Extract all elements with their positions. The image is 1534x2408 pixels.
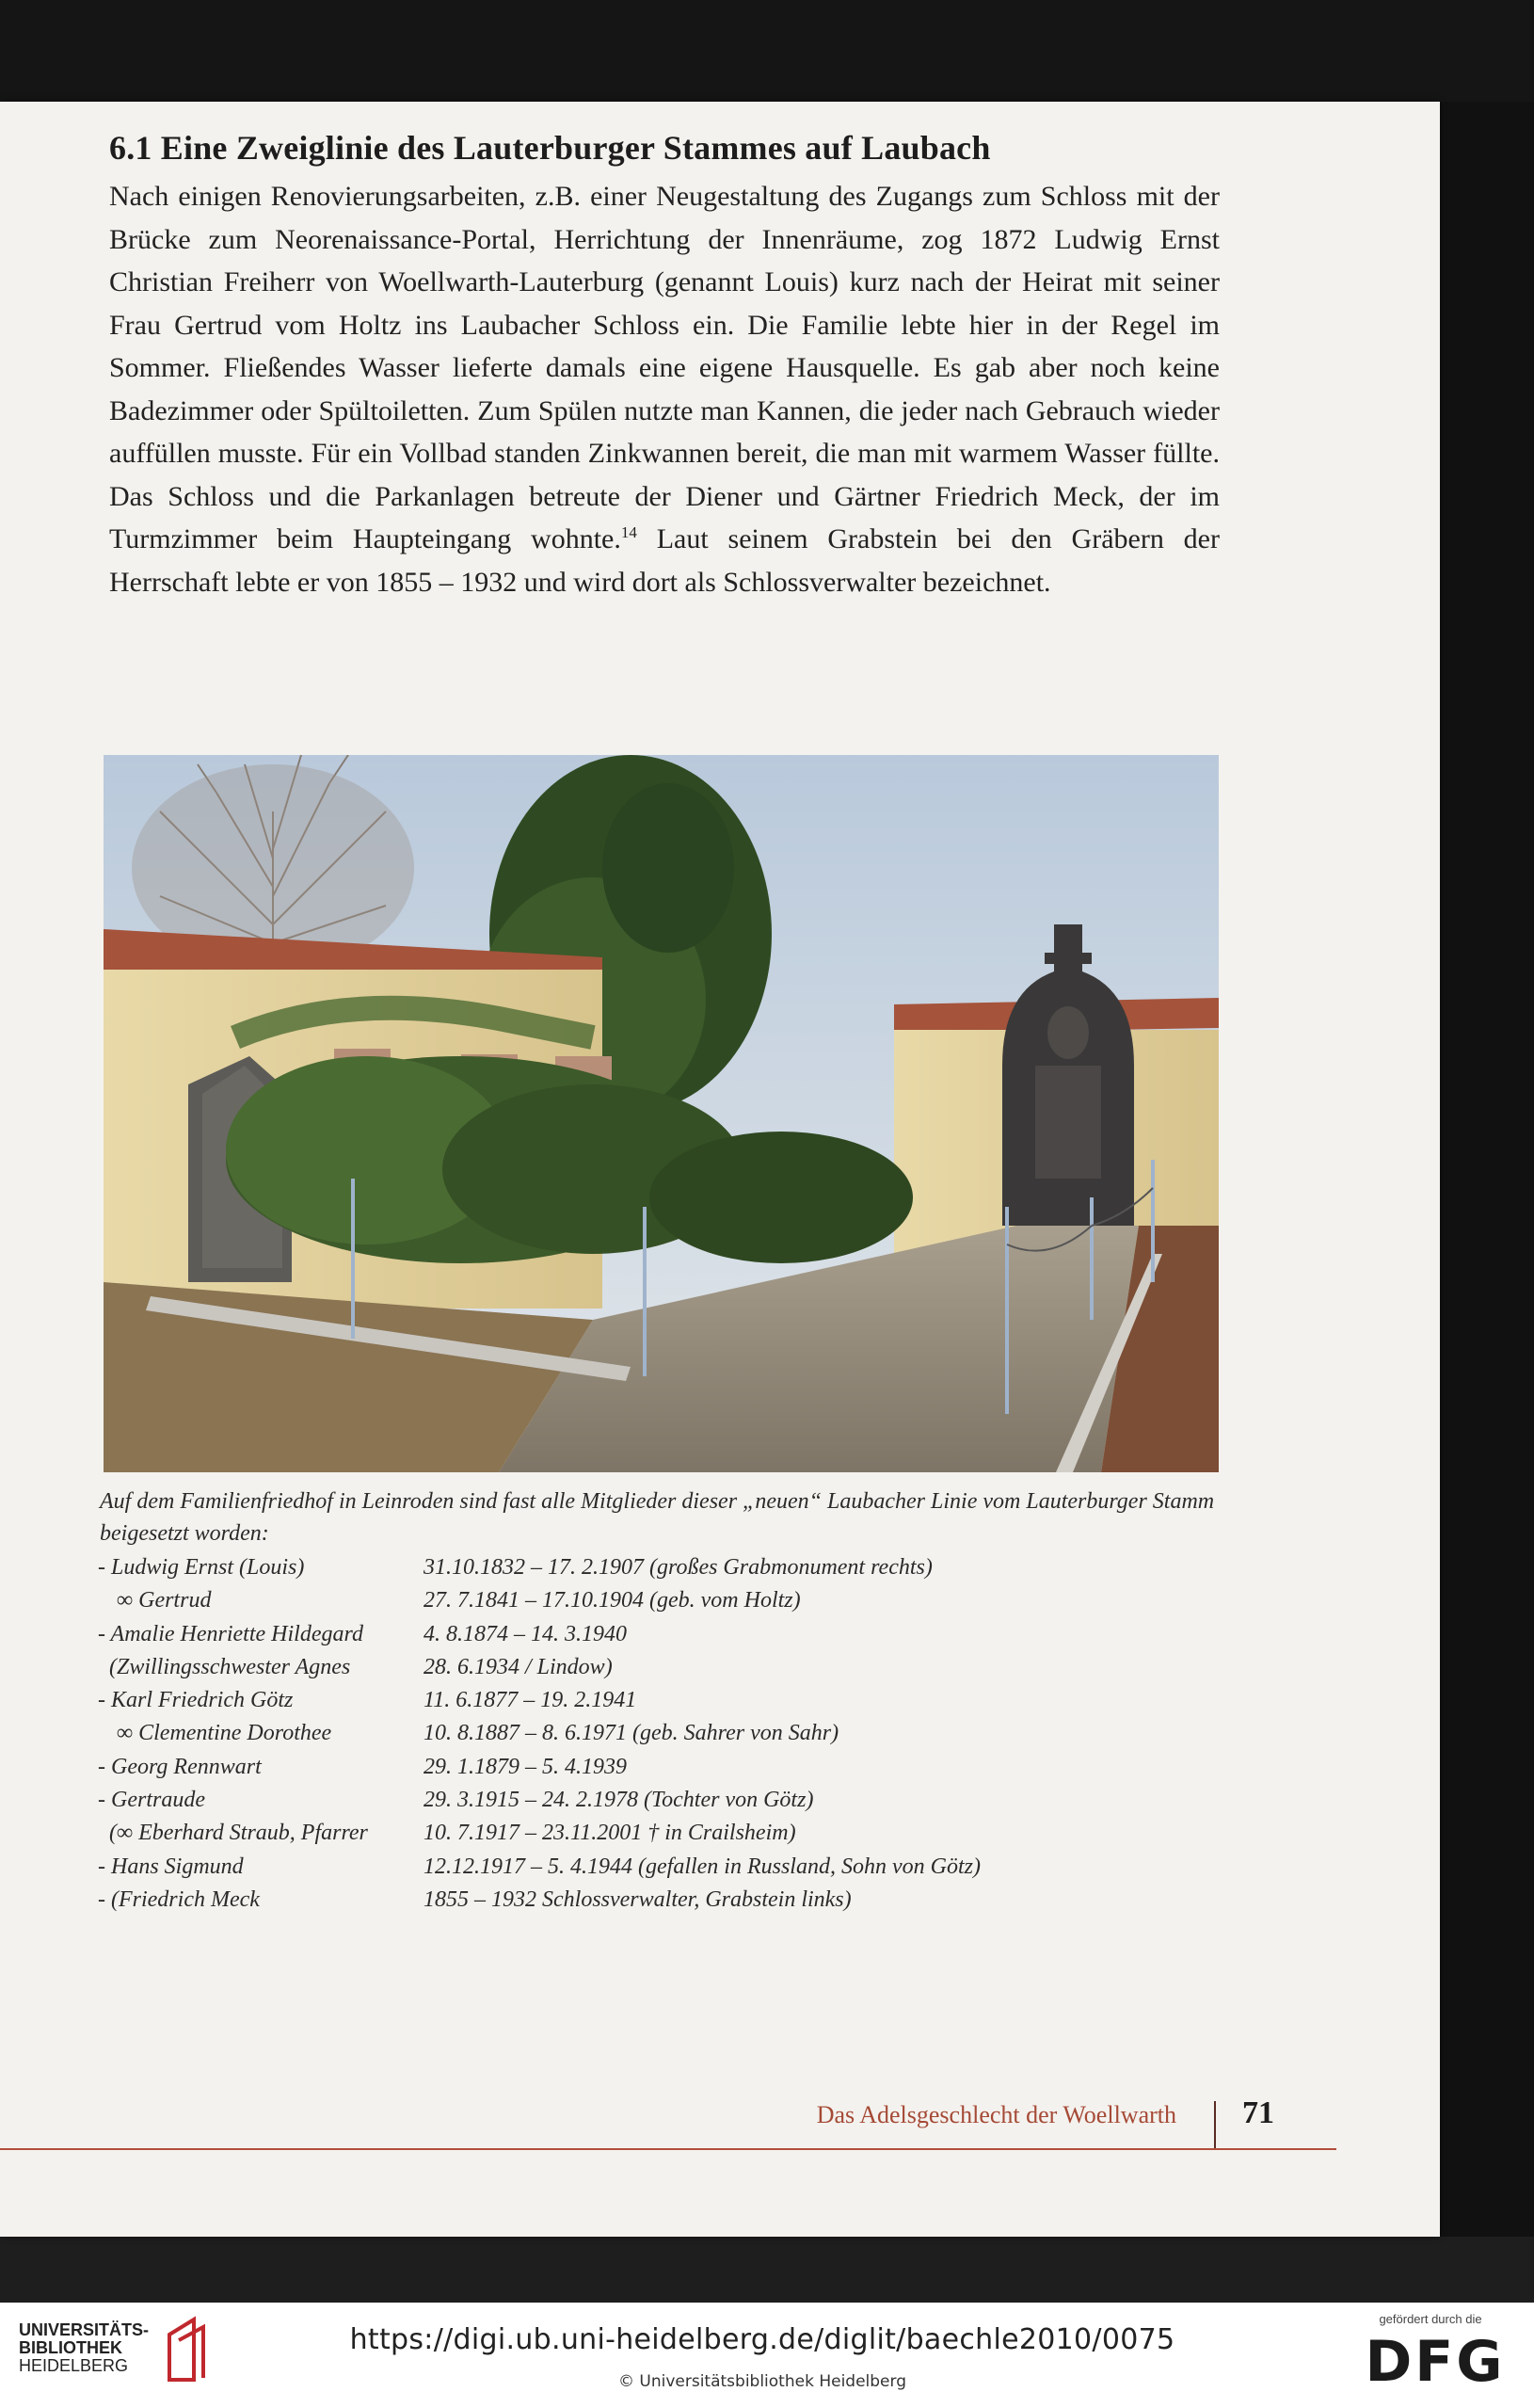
burial-row <box>98 1884 1039 1917</box>
burial-name: - Ludwig Ernst (Louis) <box>98 1555 305 1580</box>
burial-dates: 11. 6.1877 – 19. 2.1941 <box>423 1688 637 1713</box>
burial-row <box>98 1684 1039 1717</box>
burial-name: - Karl Friedrich Götz <box>98 1688 294 1713</box>
burial-name: - Georg Rennwart <box>98 1754 262 1779</box>
paragraph-text-continued: Laut seinem Grabstein bei den Gräbern der Herrschaft lebte er von 1855 – 1932 und wird dort als Schlossverwalter bezeichnet. <box>109 523 1220 598</box>
burial-row <box>98 1584 1039 1617</box>
burial-row <box>98 1618 1039 1651</box>
burial-row <box>98 1551 1039 1584</box>
burial-dates: 31.10.1832 – 17. 2.1907 (großes Grabmonument rechts) <box>423 1555 933 1580</box>
burial-name: ∞ Gertrud <box>117 1588 212 1613</box>
burial-dates: 29. 1.1879 – 5. 4.1939 <box>423 1754 627 1779</box>
burial-name: - Gertraude <box>98 1788 205 1813</box>
library-logo-icon <box>156 2312 213 2387</box>
burial-row <box>98 1784 1039 1817</box>
burial-dates: 27. 7.1841 – 17.10.1904 (geb. vom Holtz) <box>423 1588 801 1613</box>
library-logo-line: UNIVERSITÄTS- <box>19 2320 150 2339</box>
section-heading: 6.1 Eine Zweiglinie des Lauterburger Stammes auf Laubach <box>109 129 991 167</box>
photo-caption: Auf dem Familienfriedhof in Leinroden sind fast alle Mitglieder dieser „neuen“ Laubacher Linie vom Lauterburger Stamm beigesetzt worden: <box>100 1489 1215 1546</box>
burial-row <box>98 1751 1039 1784</box>
burial-dates: 29. 3.1915 – 24. 2.1978 (Tochter von Götz) <box>423 1788 814 1813</box>
permalink-url[interactable]: https://digi.ub.uni-heidelberg.de/diglit/baechle2010/0075 <box>349 2323 1175 2356</box>
library-logo-line: HEIDELBERG <box>19 2356 129 2375</box>
funder-caption: gefördert durch die <box>1379 2312 1482 2326</box>
burial-dates: 10. 7.1917 – 23.11.2001 † in Crailsheim) <box>423 1821 796 1846</box>
burial-dates: 28. 6.1934 / Lindow) <box>423 1654 613 1679</box>
burial-row <box>98 1817 1039 1850</box>
burial-row <box>98 1651 1039 1684</box>
burial-name: - (Friedrich Meck <box>98 1886 260 1912</box>
running-title: Das Adelsgeschlecht der Woellwarth <box>816 2101 1176 2128</box>
paragraph-text: Nach einigen Renovierungsarbeiten, z.B. einer Neugestaltung des Zugangs zum Schloss mit der Brücke zum Neorenaissance-Portal, Herrichtung der Innenräume, zog 1872 Ludwig Ernst Christian Freiherr von Woellwarth-Lauterburg (genannt Louis) kurz nach der Heirat mit seiner Frau Gertrud vom Holtz ins Laubacher Schloss ein. Die Familie lebte hier in der Regel im Sommer. Fließendes Wasser lieferte damals eine eigene Hausquelle. Es gab aber noch keine Badezimmer oder Spültoiletten. Zum Spülen nutzte man Kannen, die jeder nach Gebrauch wieder auffüllen musste. Für ein Vollbad standen Zinkwannen bereit, die man mit warmem Wasser füllte. Das Schloss und die Parkanlagen betreute der Diener und Gärtner Friedrich Meck, der im Turmzimmer beim Haupteingang wohnte. <box>109 181 1220 554</box>
burial-dates: 12.12.1917 – 5. 4.1944 (gefallen in Russland, Sohn von Götz) <box>423 1854 981 1879</box>
dfg-logo[interactable]: DFG <box>1365 2329 1506 2395</box>
scan-background <box>0 0 1534 102</box>
cemetery-photo-illustration <box>104 755 1219 1472</box>
library-logo-line: BIBLIOTHEK <box>19 2338 122 2357</box>
page-number: 71 <box>1242 2095 1274 2130</box>
scan-page-edge <box>1440 102 1534 2237</box>
cemetery-photo <box>104 755 1219 1472</box>
burial-list <box>98 1551 1039 1917</box>
burial-dates: 10. 8.1887 – 8. 6.1971 (geb. Sahrer von Sahr) <box>423 1721 839 1746</box>
body-paragraph <box>109 175 1220 603</box>
footer-rule <box>0 2148 1336 2150</box>
burial-row <box>98 1717 1039 1750</box>
burial-name: (Zwillingsschwester Agnes <box>109 1654 351 1679</box>
library-logo[interactable] <box>19 2321 160 2375</box>
burial-name: ∞ Clementine Dorothee <box>117 1721 332 1746</box>
copyright-notice: © Universitätsbibliothek Heidelberg <box>617 2372 906 2391</box>
burial-dates: 4. 8.1874 – 14. 3.1940 <box>423 1621 627 1646</box>
burial-dates: 1855 – 1932 Schlossverwalter, Grabstein links) <box>423 1886 852 1912</box>
burial-name: - Amalie Henriette Hildegard <box>98 1621 363 1646</box>
footer-divider <box>1214 2101 1216 2150</box>
footnote-reference: 14 <box>620 523 637 541</box>
burial-name: (∞ Eberhard Straub, Pfarrer <box>109 1821 368 1846</box>
burial-row <box>98 1851 1039 1884</box>
burial-name: - Hans Sigmund <box>98 1854 244 1879</box>
